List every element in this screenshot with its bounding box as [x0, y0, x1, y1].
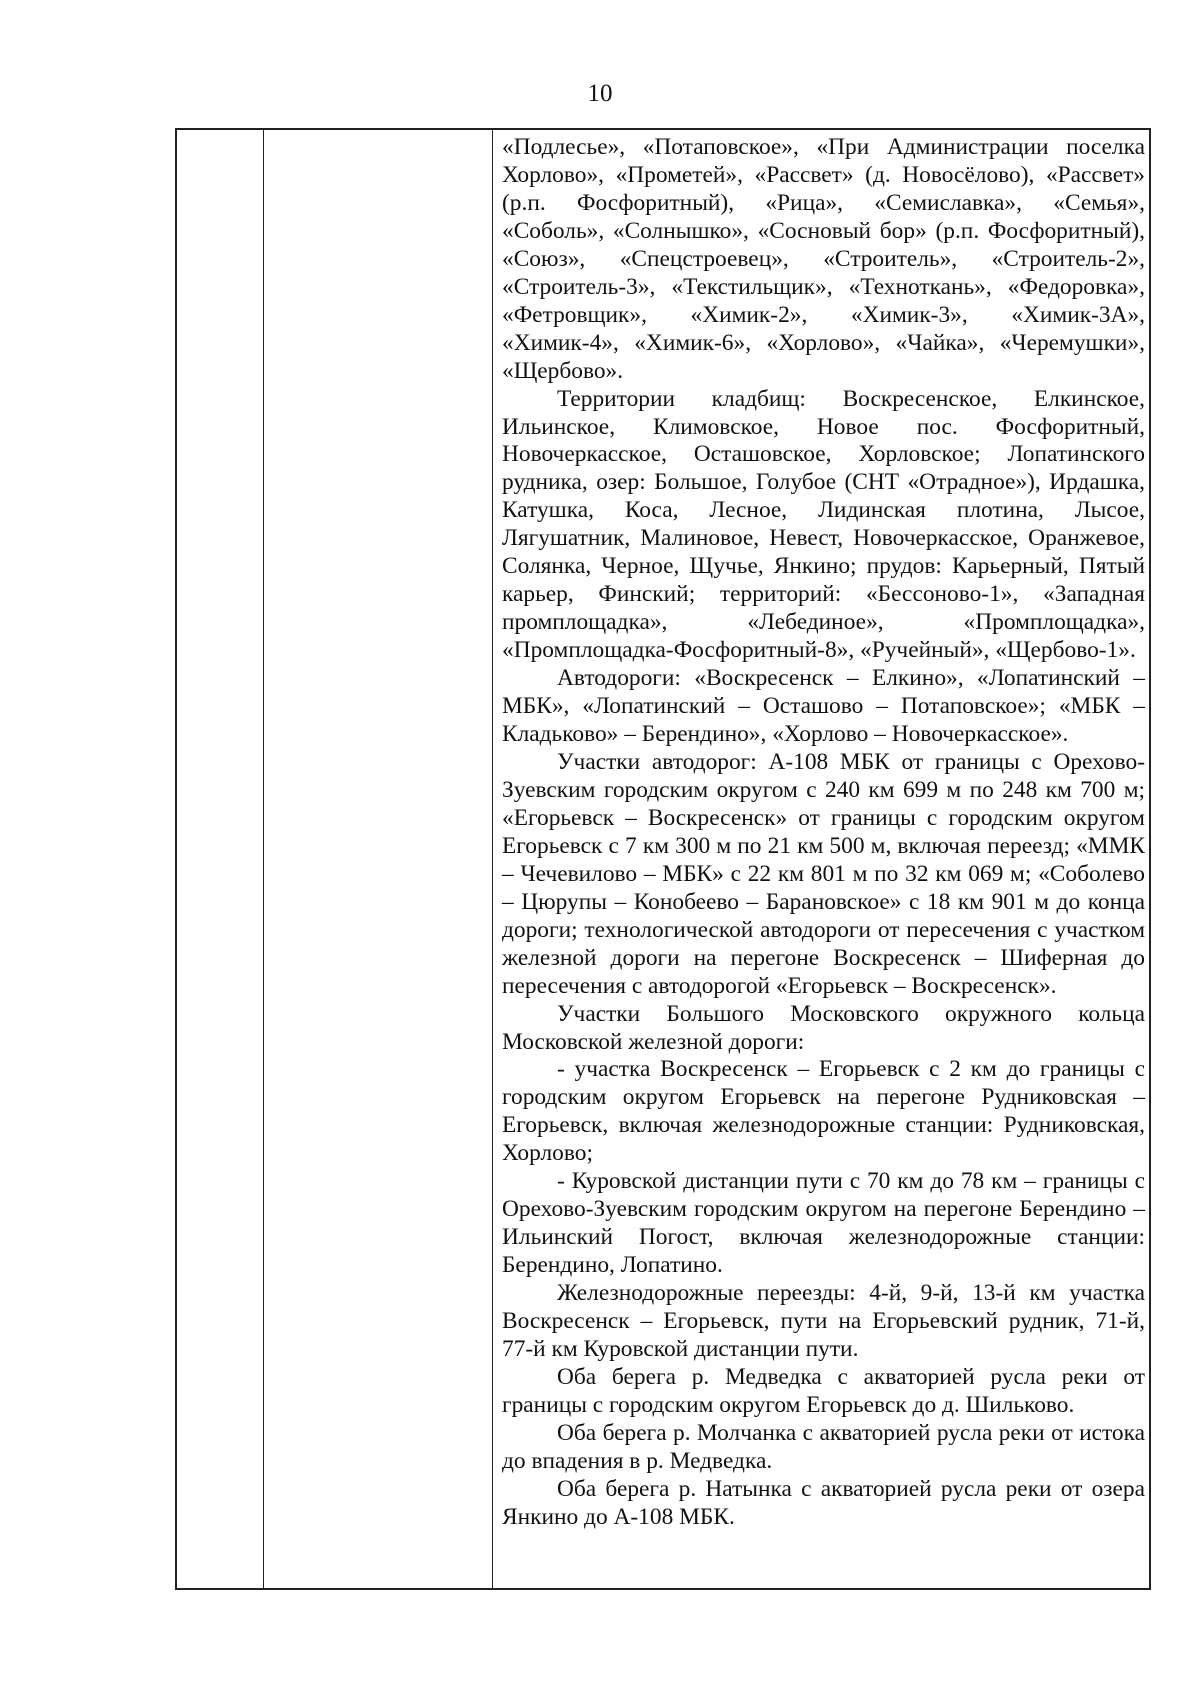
- column-divider-2: [492, 130, 493, 1588]
- paragraph-highways: Автодороги: «Воскресенск – Елкино», «Лопатинский – МБК», «Лопатинский – Осташово – Потаповское»; «МБК – Кладьково» – Берендино», «Хорлово – Новочеркасское».: [502, 665, 1145, 748]
- paragraph-railway-ring: Участки Большого Московского окружного кольца Московской железной дороги:: [502, 1000, 1145, 1055]
- column-divider-1: [263, 130, 264, 1588]
- paragraph-river-molchanka: Оба берега р. Молчанка с акваторией русла реки от истока до впадения в р. Медведка.: [502, 1419, 1145, 1474]
- table-cell-text: [502, 134, 1145, 1532]
- paragraph-railway-crossings: Железнодорожные переезды: 4-й, 9-й, 13-й км участка Воскресенск – Егорьевск, пути на Егорьевский рудник, 71-й, 77-й км Куровской дистанции пути.: [502, 1280, 1145, 1362]
- paragraph-highway-sections: Участки автодорог: А-108 МБК от границы с Орехово-Зуевским городским округом с 240 км 699 м по 248 км 700 м; «Егорьевск – Воскресенск» от границы с городским округом Егорьевск с 7 км 300 м по 21 км 500 м, включая переезд; «ММК – Чечевилово – МБК» с 22 км 801 м по 32 км 069 м; «Соболево – Цюрупы – Конобеево – Барановское» с 18 км 901 м до конца дороги; технологической автодороги от пересечения с участком железной дороги на перегоне Воскресенск – Шиферная до пересечения с автодорогой «Егорьевск – Воскресенск».: [502, 748, 1145, 999]
- page-number: 10: [587, 80, 613, 107]
- paragraph-cemeteries-lakes: Территории кладбищ: Воскресенское, Елкинское, Ильинское, Климовское, Новое пос. Фосфоритный, Новочеркасское, Осташовское, Хорловское; Лопатинского рудника, озер: Большое, Голубое (СНТ «Отрадное»), Ирдашка, Катушка, Коса, Лесное, Лидинская плотина, Лысое, Лягушатник, Малиновое, Невест, Новочеркасское, Оранжевое, Солянка, Черное, Щучье, Янкино; прудов: Карьерный, Пятый карьер, Финский; территорий: «Бессоново-1», «Западная промплощадка», «Лебединое», «Промплощадка», «Промплощадка-Фосфоритный-8», «Ручейный», «Щербово-1».: [502, 385, 1145, 664]
- paragraph-river-medvedka: Оба берега р. Медведка с акваторией русла реки от границы с городским округом Егорьевск до д. Шильково.: [502, 1363, 1145, 1418]
- document-table: [175, 128, 1151, 1590]
- paragraph-railway-section-2: - Куровской дистанции пути с 70 км до 78 км – границы с Орехово-Зуевским городским округом на перегоне Берендино – Ильинский Погост, включая железнодорожные станции: Берендино, Лопатино.: [502, 1168, 1145, 1279]
- paragraph-railway-section-1: - участка Воскресенск – Егорьевск с 2 км до границы с городским округом Егорьевск на перегоне Рудниковская – Егорьевск, включая железнодорожные станции: Рудниковская, Хорлово;: [502, 1056, 1145, 1167]
- paragraph-garden-associations: «Подлесье», «Потаповское», «При Администрации поселка Хорлово», «Прометей», «Рассвет» (д. Новосёлово), «Рассвет» (р.п. Фосфоритный), «Рица», «Семиславка», «Семья», «Соболь», «Солнышко», «Сосновый бор» (р.п. Фосфоритный), «Союз», «Спецстроевец», «Строитель», «Строитель-2», «Строитель-3», «Текстильщик», «Техноткань», «Федоровка», «Фетровщик», «Химик-2», «Химик-3», «Химик-3А», «Химик-4», «Химик-6», «Хорлово», «Чайка», «Черемушки», «Щербово».: [502, 134, 1145, 384]
- paragraph-river-natynka: Оба берега р. Натынка с акваторией русла реки от озера Янкино до А-108 МБК.: [502, 1475, 1145, 1530]
